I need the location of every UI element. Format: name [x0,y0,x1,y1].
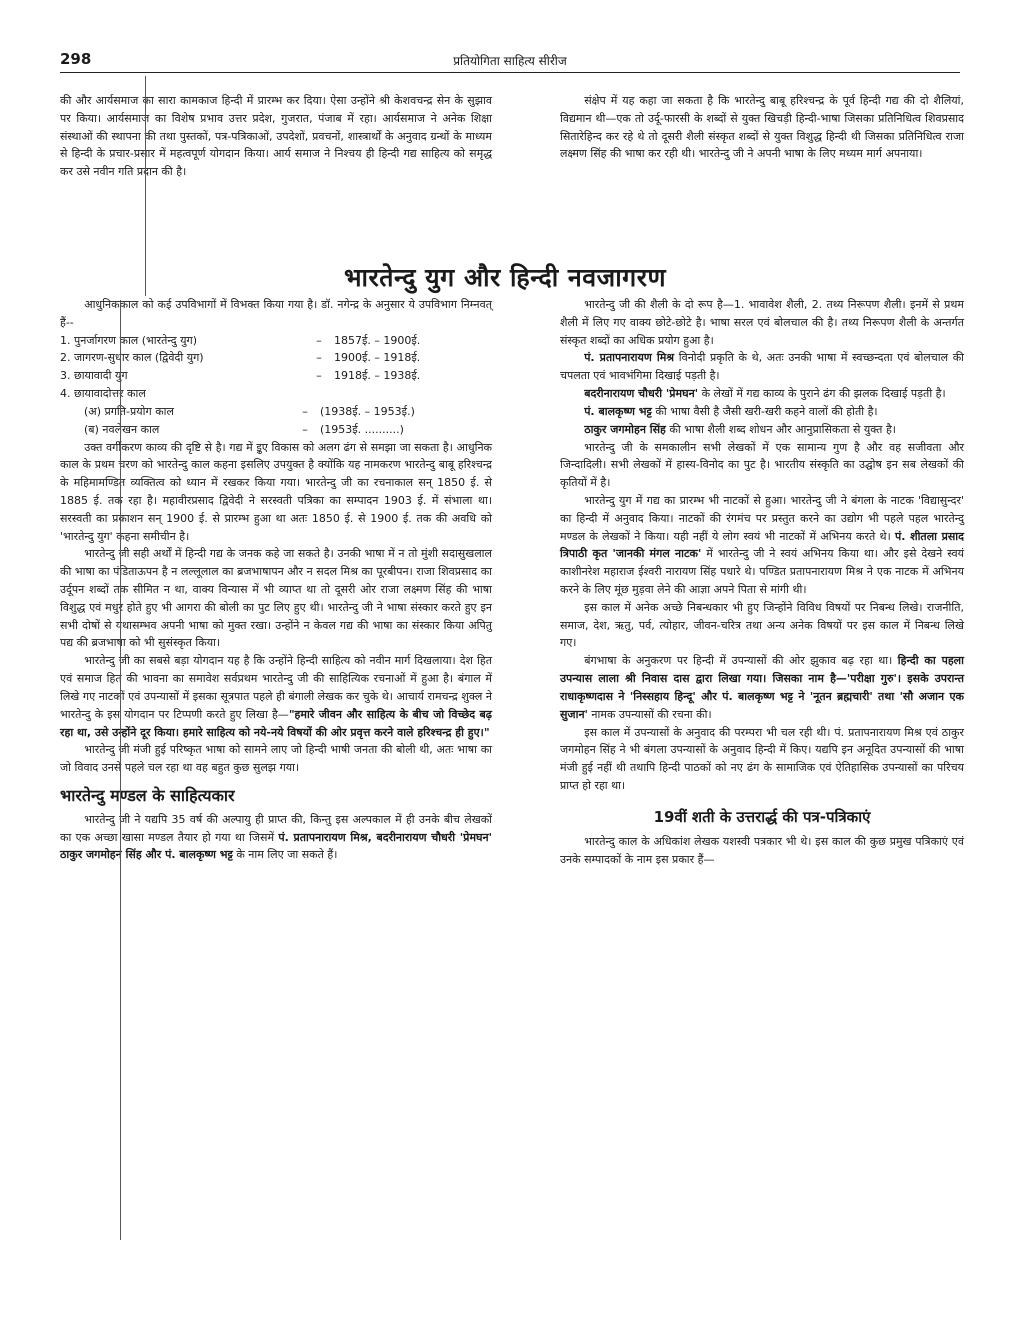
paragraph-text: भारतेन्दु युग में गद्य का प्रारम्भ भी नाटकों से हुआ। भारतेन्दु जी ने बंगला के नाटक 'विद्यासुन्दर' का हिन्दी में अनुवाद किया। नाटकों की रंगमंच पर प्रस्तुत करने का उद्योग भी पहले पहल भारतेन्दु मण्डल के लेखकों ने किया। यही नहीं ये लोग स्वयं भी नाटकों में अभिनय करते थे। [560,493,964,543]
paragraph-text: के नाम लिए जा सकते हैं। [232,848,338,862]
paragraph [560,492,964,599]
period-dash: – [316,351,322,365]
page-number: 298 [60,50,92,68]
top-left-paragraph [60,92,492,181]
subperiod-years: (1953ई. ..........) [320,422,404,436]
list-item [60,421,492,439]
paragraph-text: की भाषा वैसी है जैसी खरी-खरी कहने वालों की होती है। [651,404,878,418]
period-number: 4. [60,387,71,401]
list-item [60,367,492,385]
paragraph: भारतेन्दु जी सही अर्थों में हिन्दी गद्य के जनक कहे जा सकते है। उनकी भाषा में न तो मुंशी सदासुखलाल की भाषा का पंडिताऊपन है न लल्लूलाल का ब्रजभाषापन और न सदल मिश्र का पूरबीपन। राजा शिवप्रसाद का उर्दूपन शब्दों तक सीमित न था, वाक्य विन्यास में भी व्याप्त था तो दूसरी ओर राजा लक्ष्मण सिंह की भाषा विशुद्ध एवं मधुर होते हुए भी आगरा की बोली का पुट लिए हुए थी। भारतेन्दु जी ने भाषा संस्कार करते हुए इन सभी दोषों से यथासम्भव अपनी भाषा को मुक्त रखा। उन्होंने न केवल गद्य की भाषा का संस्कार किया अपितु पद्य की ब्रजभाषा को भी सुसंस्कृत किया। [60,547,492,650]
period-number: 3. [60,369,71,383]
paragraph: इस काल में उपन्यासों के अनुवाद की परम्परा भी चल रही थी। पं. प्रतापनारायण मिश्र एवं ठाकुर जगमोहन सिंह ने भी बंगला उपन्यासों के अनुवाद हिन्दी में किए। यद्यपि इन अनूदित उपन्यासों की भाषा मंजी हुई नहीं थी तथापि हिन्दी पाठकों को नए ढंग के सामाजिक एवं ऐतिहासिक उपन्यासों का परिचय प्राप्त हो रहा था। [560,725,964,792]
novel-reference: हिन्दी का पहला उपन्यास लाला श्री निवास दास द्वारा लिखा गया। जिसका नाम है—'परीक्षा गुरु'। इसके उपरान्त राधाकृष्णदास ने 'निस्सहाय हिन्दू' और पं. बालकृष्ण भट्ट ने 'नूतन ब्रह्मचारी' तथा 'सौ अजान एक सुजान' [560,654,964,721]
period-dash [304,385,334,403]
period-name: पुनर्जागरण काल (भारतेन्दु युग) [74,333,197,347]
period-dash: – [316,333,322,347]
author-name: ठाकुर जगमोहन सिंह [584,422,666,436]
paragraph-text: के लेखों में गद्य काव्य के पुराने ढंग की झलक दिखाई पड़ती है। [698,387,946,401]
period-name: छायावादी युग [74,369,128,383]
scan-margin-line [145,76,146,296]
paragraph-text: नामक उपन्यासों की रचना की। [587,707,712,721]
paragraph-text: भारतेन्दु जी का सबसे बड़ा योगदान यह है कि उन्होंने हिन्दी साहित्य को नवीन मार्ग दिखलाया। देश हित एवं समाज हित की भावना का समावेश सर्वप्रथम भारतेन्दु जी की साहित्यिक रचनाओं में हुआ है। बंगाल में लिखे गए नाटकों एवं उपन्यासों में इसका सूत्रपात पहले ही बंगाली लेखक कर चुके थे। आचार्य रामचन्द्र शुक्ल ने भारतेन्दु के इस योगदान पर टिप्पणी करते हुए लिखा है— [60,654,492,721]
top-left-text: की और आर्यसमाज का सारा कामकाज हिन्दी में प्रारम्भ कर दिया। ऐसा उन्होंने श्री केशवचन्द्र सेन के सुझाव पर किया। आर्यसमाज का विशेष प्रभाव उत्तर प्रदेश, गुजरात, पंजाब में रहा। आर्यसमाज ने अनेक शिक्षा संस्थाओं की स्थापना की तथा पुस्तकों, पत्र-पत्रिकाओं, उपदेशों, प्रवचनों, शास्त्रार्थों के अनुवाद ग्रन्थों के माध्यम से हिन्दी के प्रचार-प्रसार में महत्वपूर्ण योगदान किया। आर्य समाज ने निश्चय ही हिन्दी गद्य साहित्य को समृद्ध कर उसे नवीन गति प्रदान की है। [60,94,492,179]
subheading: भारतेन्दु मण्डल के साहित्यकार [60,785,235,805]
paragraph-text: बंगभाषा के अनुकरण पर हिन्दी में उपन्यासों की ओर झुकाव बढ़ रहा था। [584,654,898,668]
list-item [60,403,492,421]
author-names: पं. प्रतापनारायण मिश्र, बदरीनारायण चौधरी 'प्रेमघन' ठाकुर जगमोहन सिंह और पं. बालकृष्ण भट्ट [60,830,492,862]
header-rule [60,72,960,73]
author-name: पं. प्रतापनारायण मिश्र [584,351,675,365]
period-number: 1. [60,333,71,347]
period-name: छायावादोत्तर काल [74,387,146,401]
paragraph [60,811,492,864]
subperiod-name: (अ) प्रगति-प्रयोग काल [84,404,174,418]
period-years [334,385,492,403]
paragraph: भारतेन्दु काल के अधिकांश लेखक यशस्वी पत्रकार भी थे। इस काल की कुछ प्रमुख पत्रिकाएं एवं उनके सम्पादकों के नाम इस प्रकार हैं— [560,835,964,866]
paragraph [560,652,964,723]
paragraph-text: में भारतेन्दु जी ने स्वयं अभिनय किया था। और इसे देखने स्वयं काशीनरेश महाराज ईश्वरी नारायण सिंह पधारे थे। पण्डित प्रतापनारायण मिश्र ने एक नाटक में अभिनय करने के लिए मूंछ मुड़वा लेने की आज्ञा अपने पिता से मांगी थी। [560,547,964,596]
author-name: बदरीनारायण चौधरी 'प्रेमघन' [584,387,699,401]
paragraph: भारतेन्दु जी के समकालीन सभी लेखकों में एक सामान्य गुण है और वह सजीवता और जिन्दादिली। सभी लेखकों में हास्य-विनोद का पुट है। भारतीय संस्कृति का उद्घोष इन सब लेखकों की कृतियों में है। [560,440,964,490]
intro-paragraph: आधुनिककाल को कई उपविभागों में विभक्त किया गया है। डॉ. नगेन्द्र के अनुसार ये उपविभाग निम्नवत् हैं-- [60,298,492,329]
subperiod-dash: – [302,404,308,418]
subperiod-name: (ब) नवलेखन काल [84,422,160,436]
list-item [60,349,492,367]
shukla-quote: "हमारे जीवन और साहित्य के बीच जो विच्छेद बढ़ रहा था, उसे उन्होंने दूर किया। हमारे साहित्य को नये-नये विषयों की ओर प्रवृत्त करने वाले हरिश्चन्द्र ही हुए।" [60,707,492,739]
top-right-paragraph [560,92,964,163]
period-number: 2. [60,351,71,365]
section-heading: 19वीं शती के उत्तरार्द्ध की पत्र-पत्रिकाएं [653,807,871,826]
paragraph [560,349,964,385]
paragraph [560,403,964,421]
period-dash: – [316,369,322,383]
paragraph [560,385,964,403]
subperiod-dash: – [302,422,308,436]
subperiod-years: (1938ई. – 1953ई.) [320,404,415,418]
paragraph-text: भारतेन्दु जी ने यद्यपि 35 वर्ष की अल्पायु ही प्राप्त की, किन्तु इस अल्पकाल में ही उनके बीच लेखकों का एक अच्छा खासा मण्डल तैयार हो गया था जिसमें [60,812,492,844]
paragraph: भारतेन्दु जी मंजी हुई परिष्कृत भाषा को सामने लाए जो हिन्दी भाषी जनता की बोली थी, अतः भाषा का जो विवाद उनसे पहले चल रहा था वह बहुत कुछ सुलझ गया। [60,743,492,775]
period-years: 1857ई. – 1900ई. [334,333,421,347]
right-column [560,296,964,869]
running-title: प्रतियोगिता साहित्य सीरीज [453,54,567,68]
scan-margin-line [120,300,121,1240]
list-item [60,385,492,403]
paragraph [60,652,492,741]
period-name: जागरण-सुधार काल (द्विवेदी युग) [74,351,204,365]
paragraph: भारतेन्दु जी की शैली के दो रूप है—1. भावावेश शैली, 2. तथ्य निरूपण शैली। इनमें से प्रथम शैली में लिए गए वाक्य छोटे-छोटे है। भाषा सरल एवं बोलचाल की है। तथ्य निरूपण शैली के अन्तर्गत संस्कृत शब्दों का अधिक प्रयोग हुआ है। [560,298,964,347]
drama-reference: पं. शीतला प्रसाद त्रिपाठी कृत 'जानकी मंगल नाटक' [560,529,964,561]
paragraph-text: की भाषा शैली शब्द शोधन और आनुप्रासिकता से युक्त है। [665,422,896,436]
section-title: भारतेन्दु युग और हिन्दी नवजागरण [343,263,667,292]
paragraph [560,421,964,439]
paragraph-text: विनोदी प्रकृति के थे, अतः उनकी भाषा में स्वच्छन्दता एवं बोलचाल की चपलता एवं भावभंगिमा दिखाई पड़ती है। [560,351,964,383]
paragraph: उक्त वर्गीकरण काव्य की दृष्टि से है। गद्य में इुए विकास को अलग ढंग से समझा जा सकता है। आधुनिक काल के प्रथम चरण को भारतेन्दु काल कहना इसलिए उपयुक्त है क्योंकि यह नामकरण भारतेन्दु बाबू हरिश्चन्द्र के महिमामण्डित व्यक्तित्व को ध्यान में रखकर किया गया। भारतेन्दु जी का रचनाकाल सन् 1850 ई. से 1885 ई. तक रहा है। महावीरप्रसाद द्विवेदी ने सरस्वती पत्रिका का सम्पादन 1903 ई. में संभाला था। सरस्वती का प्रकाशन सन् 1900 ई. से प्रारम्भ हुआ था अतः 1850 ई. से 1900 ई. तक की अवधि को 'भारतेन्दु युग' कहना समीचीन है। [60,440,492,543]
period-list [60,332,492,439]
list-item [60,332,492,350]
period-years: 1918ई. – 1938ई. [334,369,421,383]
top-right-text: संक्षेप में यह कहा जा सकता है कि भारतेन्दु बाबू हरिश्चन्द्र के पूर्व हिन्दी गद्य की दो शैलियां, विद्यमान थी—एक तो उर्दू-फारसी के शब्दों से युक्त खिचड़ी हिन्दी-भाषा जिसका प्रतिनिधित्व शिवप्रसाद सितारेहिन्द कर रहे थे तो दूसरी शैली संस्कृत शब्दों से युक्त विशुद्ध हिन्दी थी जिसका प्रतिनिधित्व राजा लक्ष्मण सिंह की भाषा कर रही थी। भारतेन्दु जी ने अपनी भाषा के लिए मध्यम मार्ग अपनाया। [560,94,964,161]
period-years: 1900ई. – 1918ई. [334,351,421,365]
page-header [60,50,960,74]
left-column [60,296,492,864]
paragraph: इस काल में अनेक अच्छे निबन्धकार भी हुए जिन्होंने विविध विषयों पर निबन्ध लिखे। राजनीति, समाज, देश, ऋतु, पर्व, त्योहार, जीवन-चरित्र तथा अन्य अनेक विषयों पर इस काल में निबन्ध लिखे गए। [560,600,964,650]
author-name: पं. बालकृष्ण भट्ट [584,404,652,418]
